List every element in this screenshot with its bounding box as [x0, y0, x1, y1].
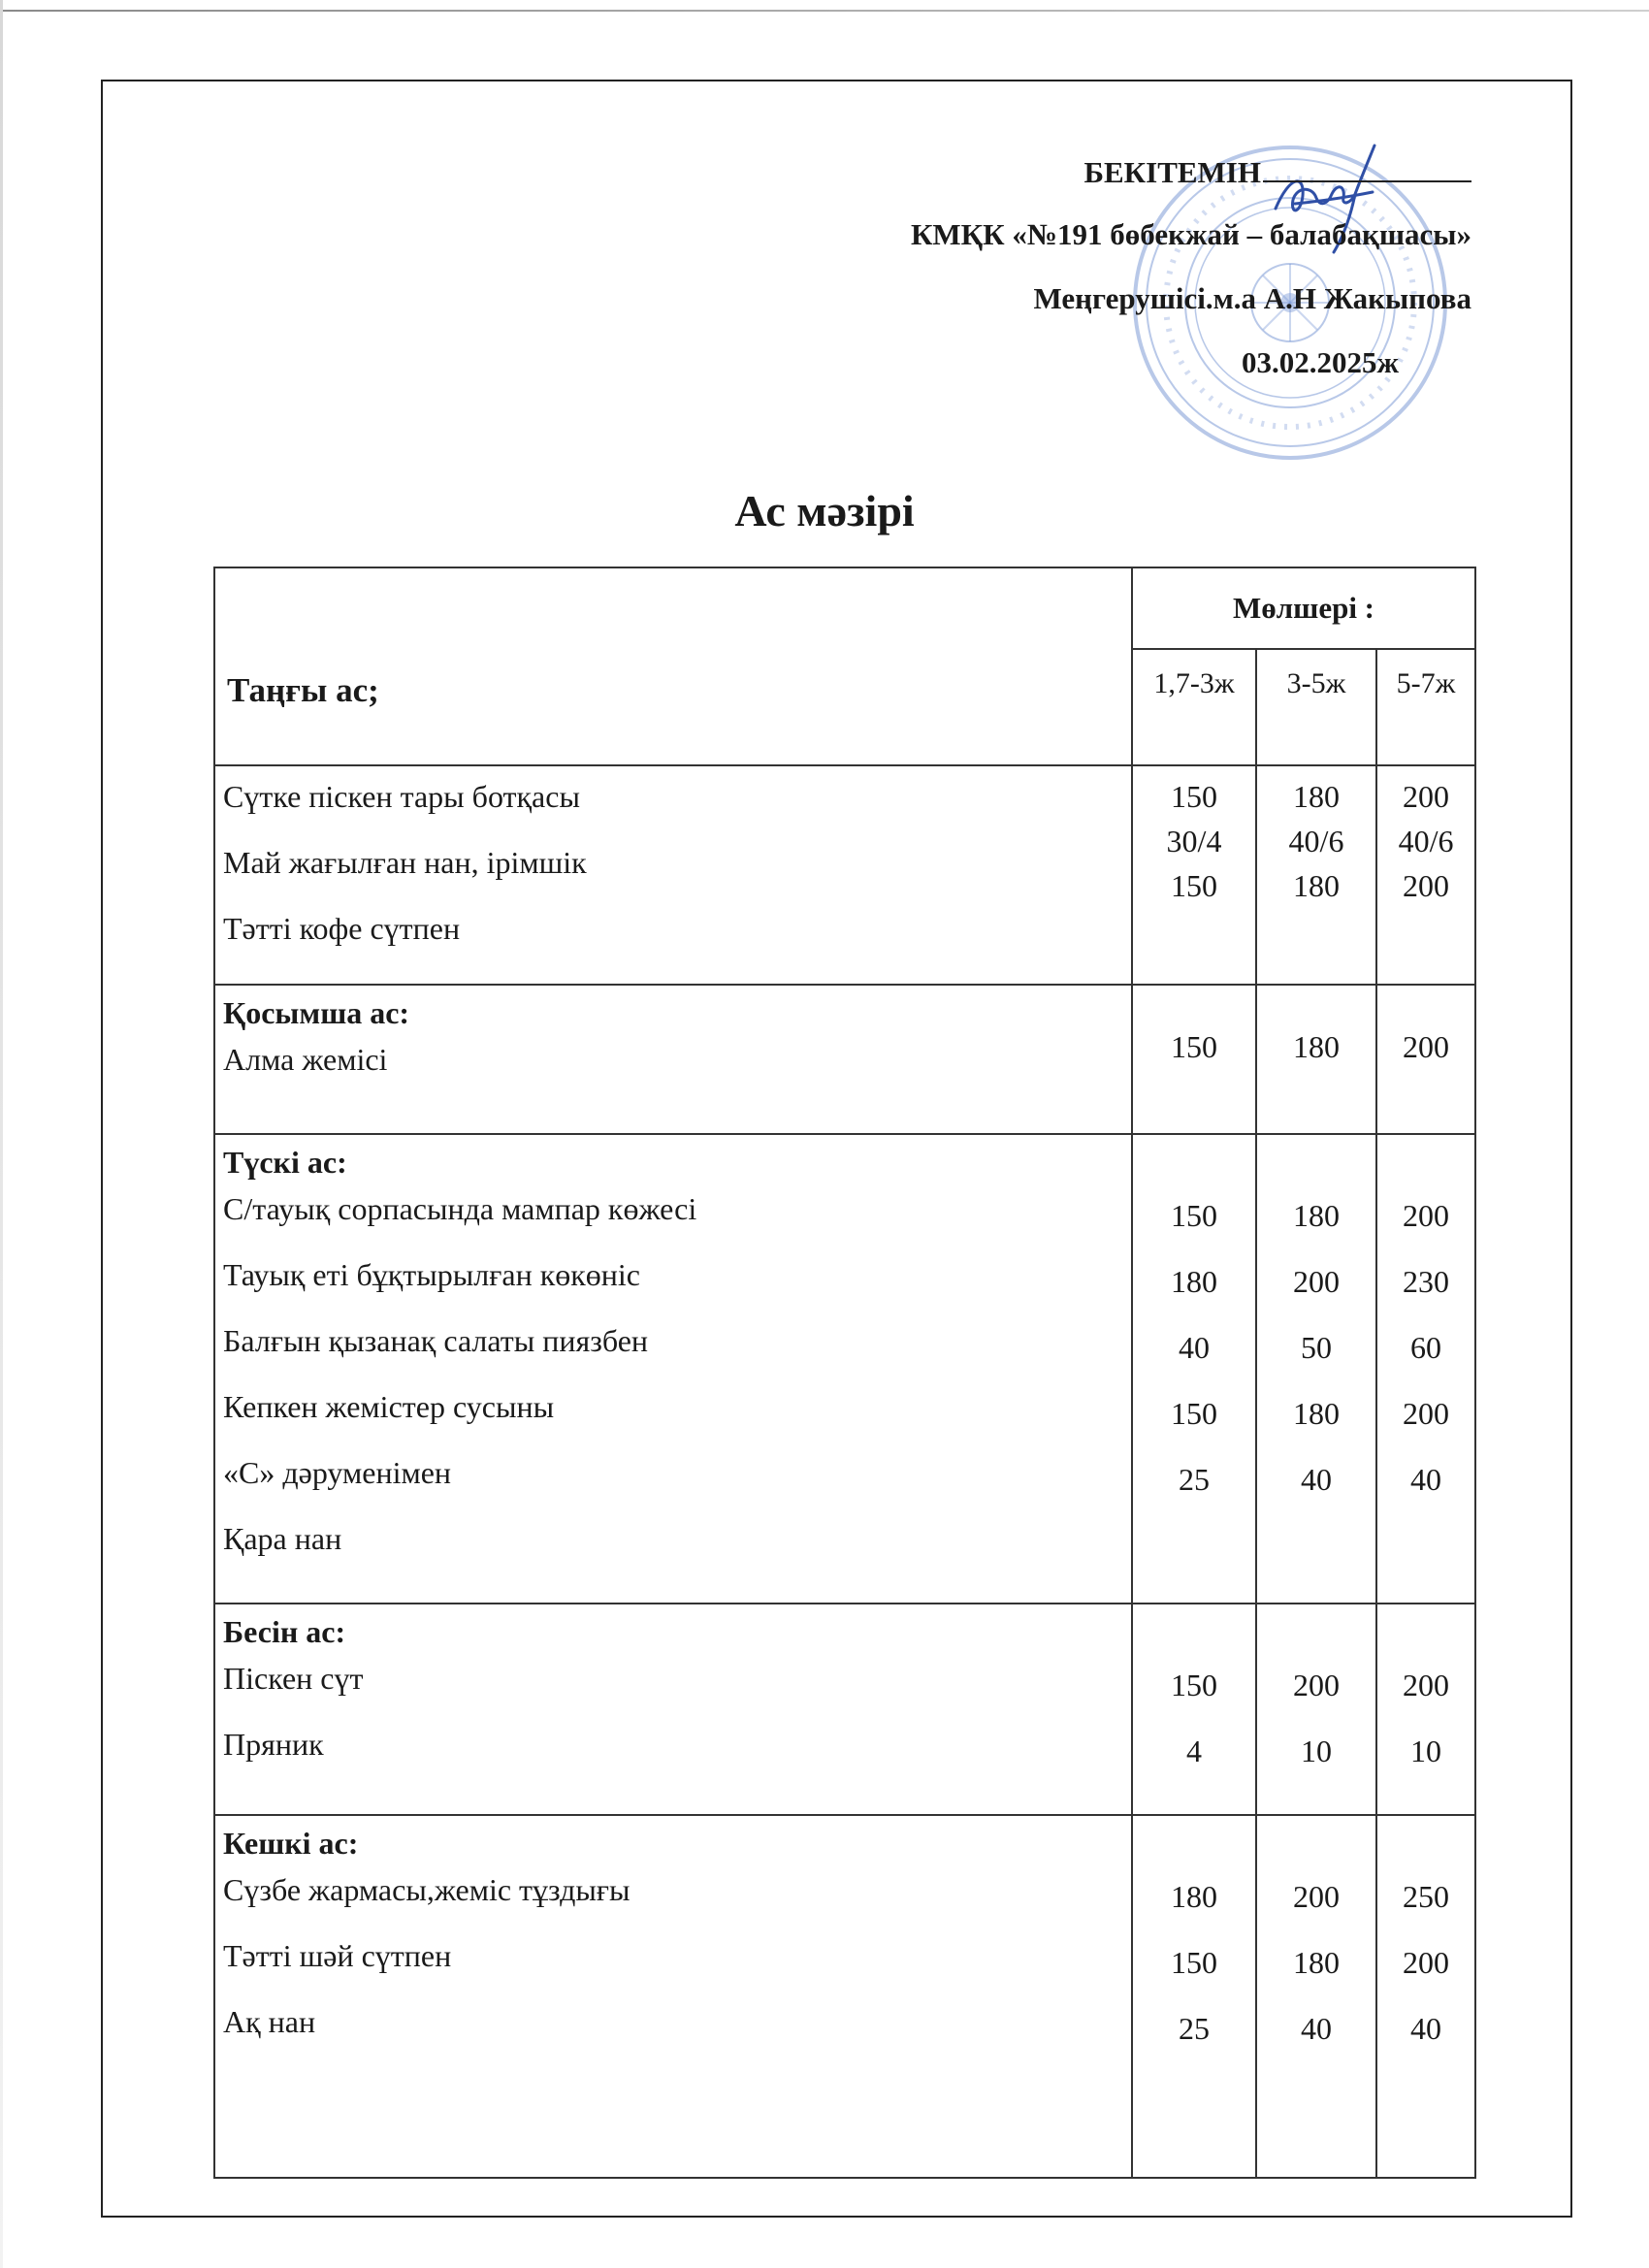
portion-value: 180	[1171, 1264, 1217, 1299]
dinner-items	[214, 1815, 1132, 2178]
portion-value: 180	[1171, 1879, 1217, 1914]
menu-item: Тауық еті бұқтырылған көкөніс	[223, 1257, 640, 1292]
approve-line	[792, 155, 1471, 219]
portion-value: 150	[1171, 868, 1217, 903]
menu-table	[213, 567, 1476, 2179]
portion-value: 40	[1179, 1330, 1210, 1365]
breakfast-row	[214, 765, 1475, 985]
portion-value: 25	[1179, 2011, 1210, 2046]
lunch-row	[214, 1134, 1475, 1604]
organization-name: КМҚК «№191 бөбекжай – балабақшасы»	[910, 217, 1471, 251]
lunch-col-3	[1376, 1134, 1475, 1604]
portion-value: 10	[1410, 1733, 1442, 1768]
afternoon-items	[214, 1604, 1132, 1815]
afternoon-col-1	[1132, 1604, 1256, 1815]
portion-value: 40/6	[1288, 824, 1344, 859]
portion-value: 40	[1301, 1462, 1332, 1497]
menu-item: Тәтті шәй сүтпен	[223, 1938, 452, 1973]
afternoon-row	[214, 1604, 1475, 1815]
portion-value: 200	[1403, 1945, 1450, 1980]
snack-row	[214, 985, 1475, 1134]
section-title: Бесін ас:	[223, 1614, 346, 1649]
portion-value: 40	[1301, 2011, 1332, 2046]
portion-value: 30/4	[1166, 824, 1222, 859]
snack-col-2	[1256, 985, 1376, 1134]
menu-item: Май жағылған нан, ірімшік	[223, 845, 587, 880]
approve-label: БЕКІТЕМІН	[1083, 155, 1261, 189]
scan-edge-left	[0, 0, 3, 2268]
portion-value: 180	[1293, 1029, 1340, 1064]
section-title: Қосымша ас:	[223, 995, 410, 1030]
age-group-1: 1,7-3ж	[1132, 649, 1256, 765]
menu-item: Піскен сүт	[223, 1661, 364, 1696]
section-title: Кешкі ас:	[223, 1826, 359, 1861]
approval-block	[792, 155, 1471, 411]
table-header-row	[214, 567, 1475, 649]
dinner-col-1	[1132, 1815, 1256, 2178]
menu-item: Алма жемісі	[223, 1042, 388, 1077]
portion-value: 250	[1403, 1879, 1450, 1914]
portion-value: 200	[1403, 868, 1450, 903]
portion-value: 180	[1293, 779, 1340, 814]
lunch-items	[214, 1134, 1132, 1604]
menu-item: С/тауық сорпасында мампар көжесі	[223, 1191, 697, 1226]
dinner-col-3	[1376, 1815, 1475, 2178]
approval-date: 03.02.2025ж	[1242, 345, 1399, 379]
afternoon-col-3	[1376, 1604, 1475, 1815]
snack-items	[214, 985, 1132, 1134]
portion-value: 40	[1410, 2011, 1442, 2046]
dinner-row	[214, 1815, 1475, 2178]
portion-value: 25	[1179, 1462, 1210, 1497]
portion-value: 200	[1293, 1264, 1340, 1299]
portion-value: 180	[1293, 1198, 1340, 1233]
portion-value: 4	[1186, 1733, 1202, 1768]
age-group-2: 3-5ж	[1256, 649, 1376, 765]
portion-value: 10	[1301, 1733, 1332, 1768]
portion-value: 150	[1171, 1945, 1217, 1980]
breakfast-col-1	[1132, 765, 1256, 985]
menu-item: Қара нан	[223, 1521, 342, 1556]
breakfast-col-3	[1376, 765, 1475, 985]
scan-edge	[0, 10, 1649, 12]
breakfast-col-2	[1256, 765, 1376, 985]
page-title: Ас мәзірі	[734, 486, 915, 535]
portion-value: 180	[1293, 1945, 1340, 1980]
menu-item: Сүтке піскен тары ботқасы	[223, 779, 580, 814]
portion-value: 180	[1293, 868, 1340, 903]
lunch-col-1	[1132, 1134, 1256, 1604]
portion-value: 200	[1403, 779, 1450, 814]
portion-value: 60	[1410, 1330, 1442, 1365]
afternoon-col-2	[1256, 1604, 1376, 1815]
portion-value: 200	[1293, 1668, 1340, 1702]
manager-name: Меңгерушісі.м.а А.Н Жакыпова	[1033, 281, 1471, 315]
portion-value: 200	[1403, 1396, 1450, 1431]
menu-item: Сүзбе жармасы,жеміс тұздығы	[223, 1872, 630, 1907]
menu-item: «С» дәруменімен	[223, 1455, 452, 1490]
breakfast-items	[214, 765, 1132, 985]
snack-col-1	[1132, 985, 1256, 1134]
quantity-header: Мөлшері :	[1132, 567, 1475, 649]
signature-line	[1263, 155, 1471, 182]
portion-value: 150	[1171, 1396, 1217, 1431]
dinner-col-2	[1256, 1815, 1376, 2178]
menu-item: Пряник	[223, 1727, 324, 1762]
section-title: Түскі ас:	[223, 1145, 347, 1180]
portion-value: 230	[1403, 1264, 1450, 1299]
portion-value: 180	[1293, 1396, 1340, 1431]
portion-value: 150	[1171, 1668, 1217, 1702]
menu-item: Ақ нан	[223, 2004, 316, 2039]
portion-value: 200	[1403, 1668, 1450, 1702]
portion-value: 40/6	[1398, 824, 1454, 859]
lunch-col-2	[1256, 1134, 1376, 1604]
portion-value: 200	[1403, 1198, 1450, 1233]
portion-value: 200	[1293, 1879, 1340, 1914]
portion-value: 150	[1171, 1198, 1217, 1233]
breakfast-header: Таңғы ас;	[214, 567, 1132, 765]
menu-item: Кепкен жемістер сусыны	[223, 1389, 555, 1424]
portion-value: 50	[1301, 1330, 1332, 1365]
menu-item: Балғын қызанақ салаты пиязбен	[223, 1323, 649, 1358]
menu-item: Тәтті кофе сүтпен	[223, 911, 461, 946]
portion-value: 200	[1403, 1029, 1450, 1064]
portion-value: 150	[1171, 779, 1217, 814]
portion-value: 40	[1410, 1462, 1442, 1497]
snack-col-3	[1376, 985, 1475, 1134]
age-group-3: 5-7ж	[1376, 649, 1475, 765]
portion-value: 150	[1171, 1029, 1217, 1064]
